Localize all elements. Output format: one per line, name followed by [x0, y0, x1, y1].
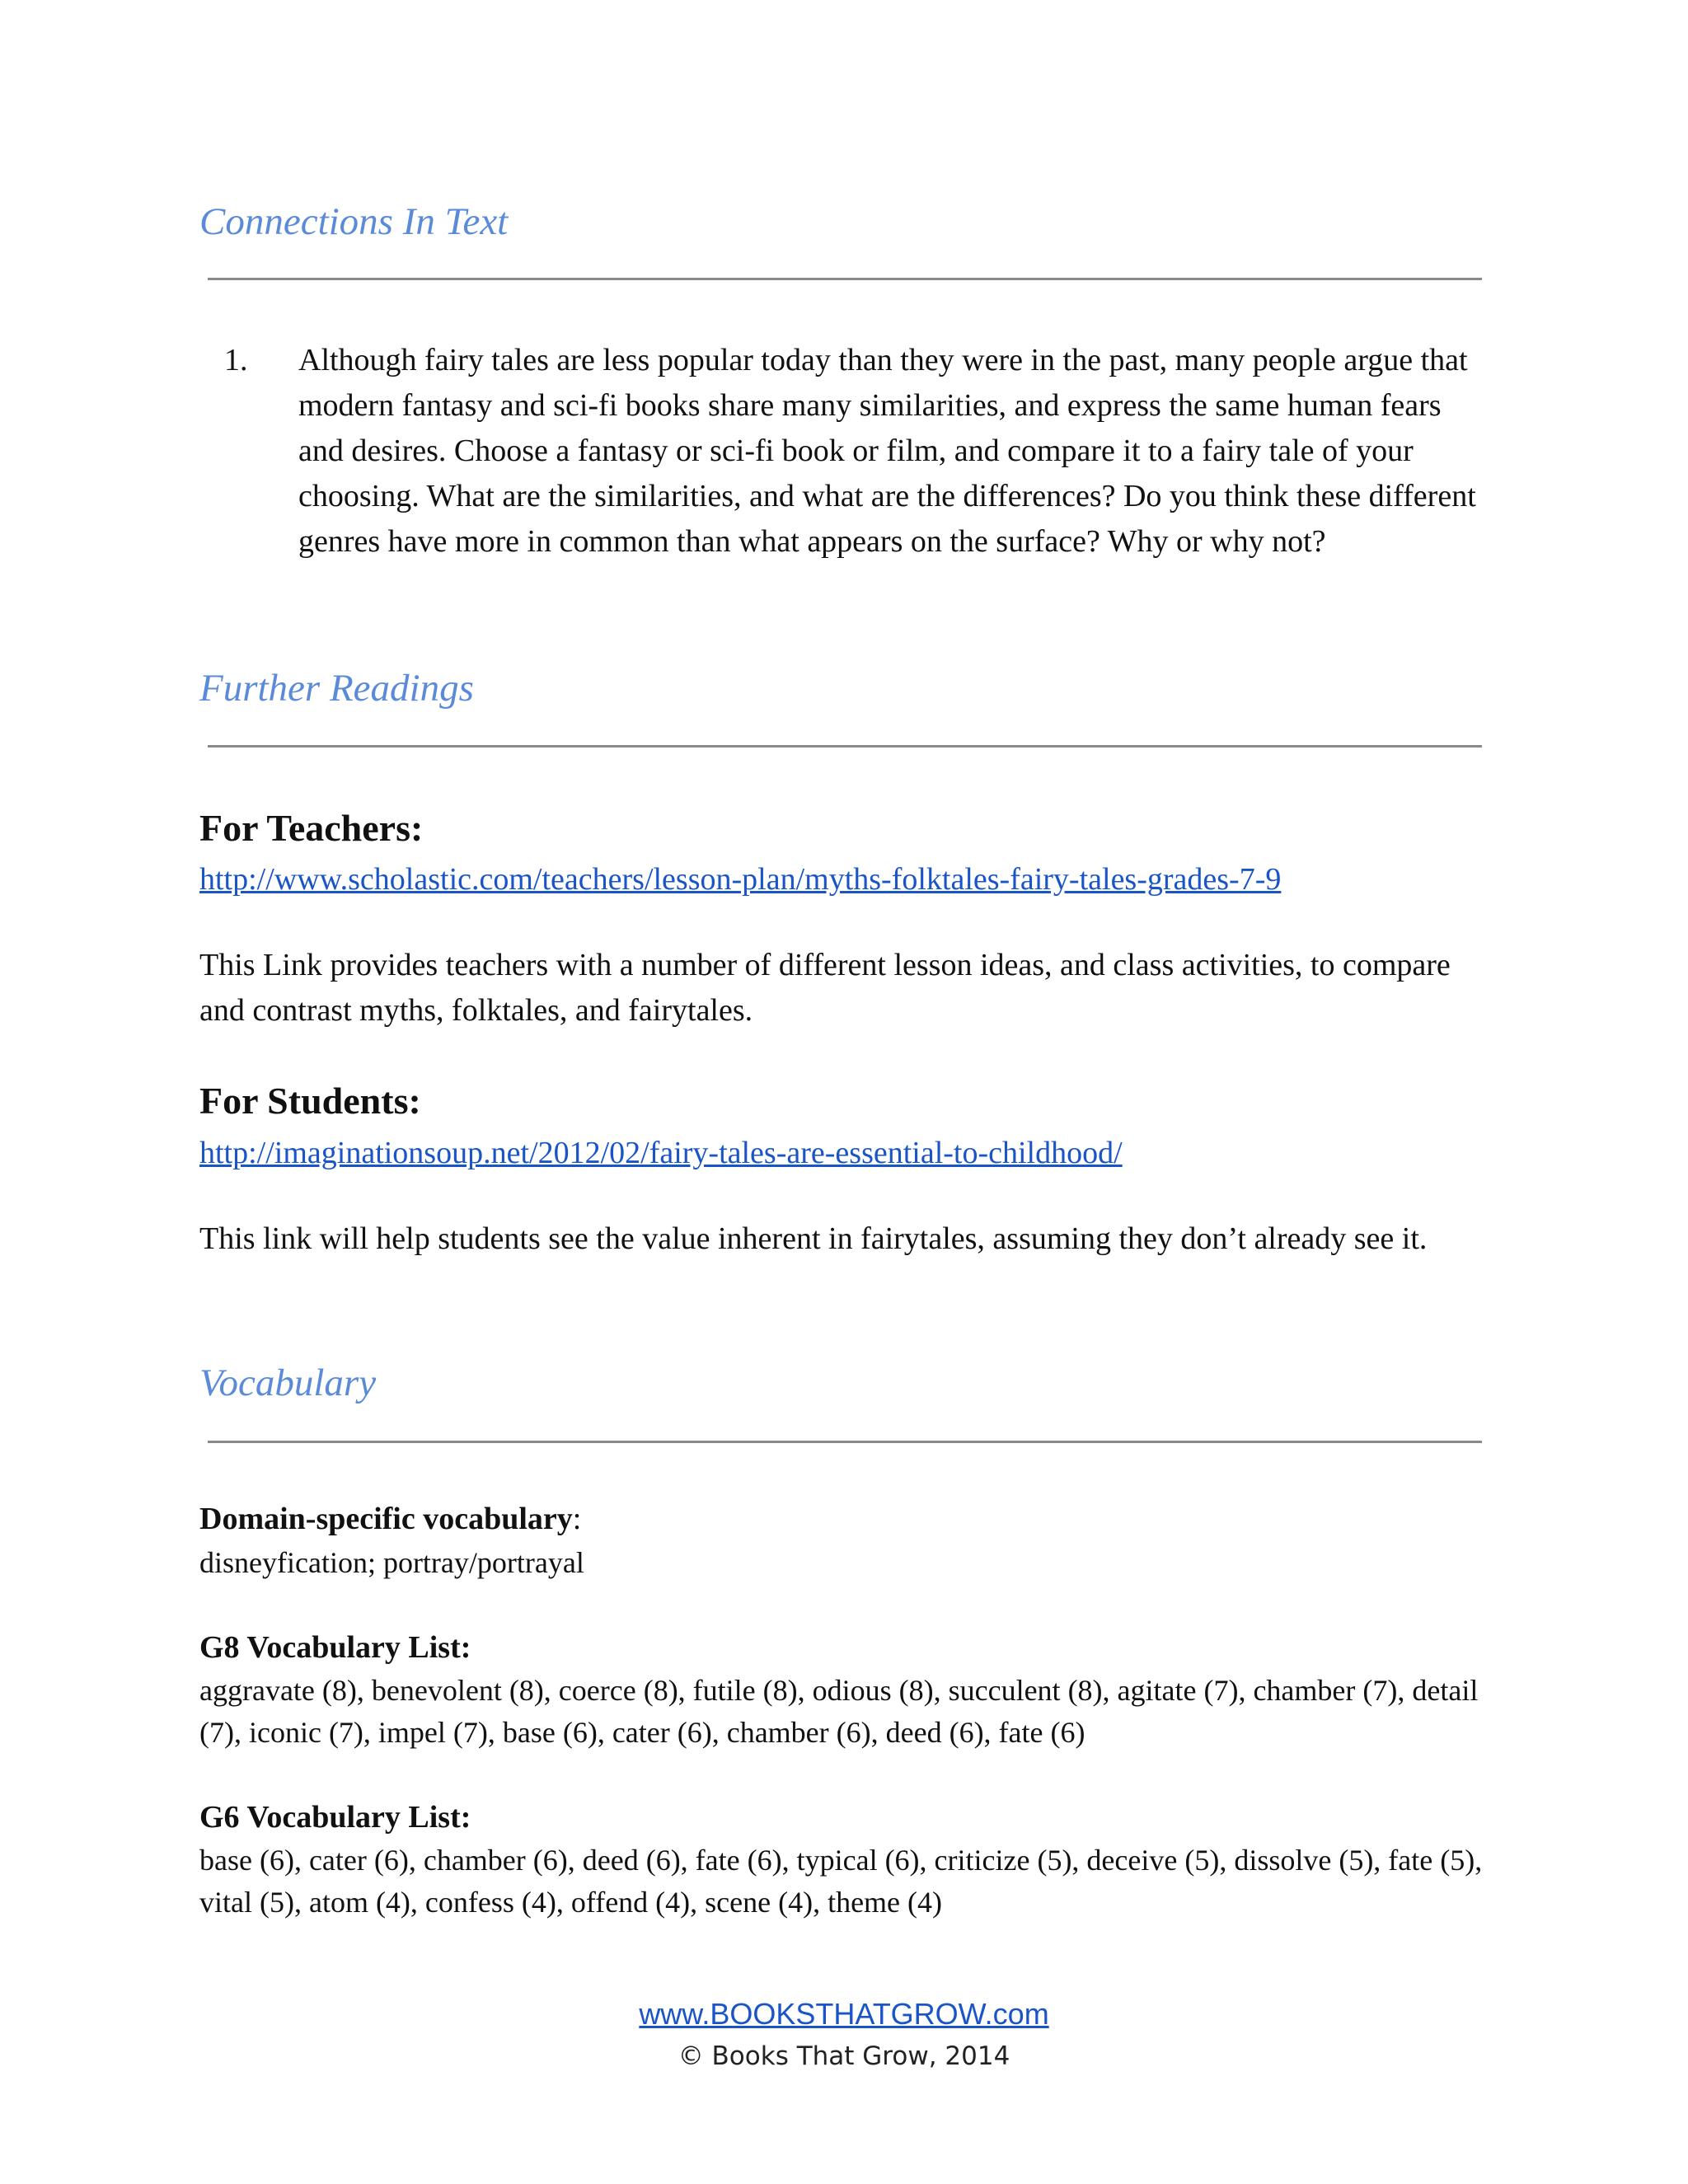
domain-vocab-label-colon: : [572, 1502, 582, 1536]
question-item [224, 338, 1493, 565]
g8-vocab-label [199, 1632, 471, 1663]
question-list [224, 338, 1493, 565]
domain-vocab-words: disneyfication; portray/portrayal [199, 1546, 584, 1579]
students-description: This link will help students see the value inherent in fairytales, assuming they don’t already see it. [199, 1221, 1428, 1256]
section-heading-further-readings: Further Readings [199, 667, 474, 710]
section-divider [208, 745, 1482, 748]
section-divider [208, 278, 1482, 280]
question-text: Although fairy tales are less popular today than they were in the past, many people argue that modern fantasy and sci-fi books share many similarities, and express the same human fears and desires. Choose a fantasy or sci-fi book or film, and compare it to a fairy tale of your choosing. What are the similarities, and what are the differences? Do you think these different genres have more in common than what appears on the surface? Why or why not? [298, 343, 1476, 559]
g6-vocab-words: base (6), cater (6), chamber (6), deed (6), fate (6), typical (6), criticize (5), deceive (5), dissolve (5), fate (5), vital (5), atom (4), confess (4), offend (4), scene (4), theme (4) [199, 1844, 1483, 1919]
footer-copyright: © Books That Grow, 2014 [678, 2041, 1010, 2071]
g6-vocab-label-text: G6 Vocabulary List: [199, 1800, 471, 1835]
domain-vocab-label-text: Domain-specific vocabulary [199, 1502, 573, 1536]
teachers-heading: For Teachers: [199, 807, 424, 849]
g6-vocab-label [199, 1802, 471, 1833]
teachers-link[interactable]: http://www.scholastic.com/teachers/lesson-plan/myths-folktales-fairy-tales-grades-7-9 [199, 862, 1282, 897]
footer-website-link[interactable]: www.BOOKSTHATGROW.com [639, 1997, 1049, 2031]
g8-vocab-label-text: G8 Vocabulary List: [199, 1630, 471, 1665]
students-link[interactable]: http://imaginationsoup.net/2012/02/fairy-tales-are-essential-to-childhood/ [199, 1136, 1123, 1170]
students-heading: For Students: [199, 1080, 421, 1122]
g8-vocab-words: aggravate (8), benevolent (8), coerce (8), futile (8), odious (8), succulent (8), agitate (7), chamber (7), detail (7), iconic (7), impel (7), base (6), cater (6), chamber (6), deed (6), fate (6) [199, 1674, 1479, 1749]
section-heading-connections: Connections In Text [199, 200, 509, 243]
section-divider [208, 1441, 1482, 1443]
teachers-description: This Link provides teachers with a number of different lesson ideas, and class activities, to compare and contrast myths, folktales, and fairytales. [199, 948, 1451, 1028]
domain-vocab-label [199, 1503, 581, 1535]
question-number: 1. [224, 343, 248, 377]
section-heading-vocabulary: Vocabulary [199, 1361, 377, 1404]
